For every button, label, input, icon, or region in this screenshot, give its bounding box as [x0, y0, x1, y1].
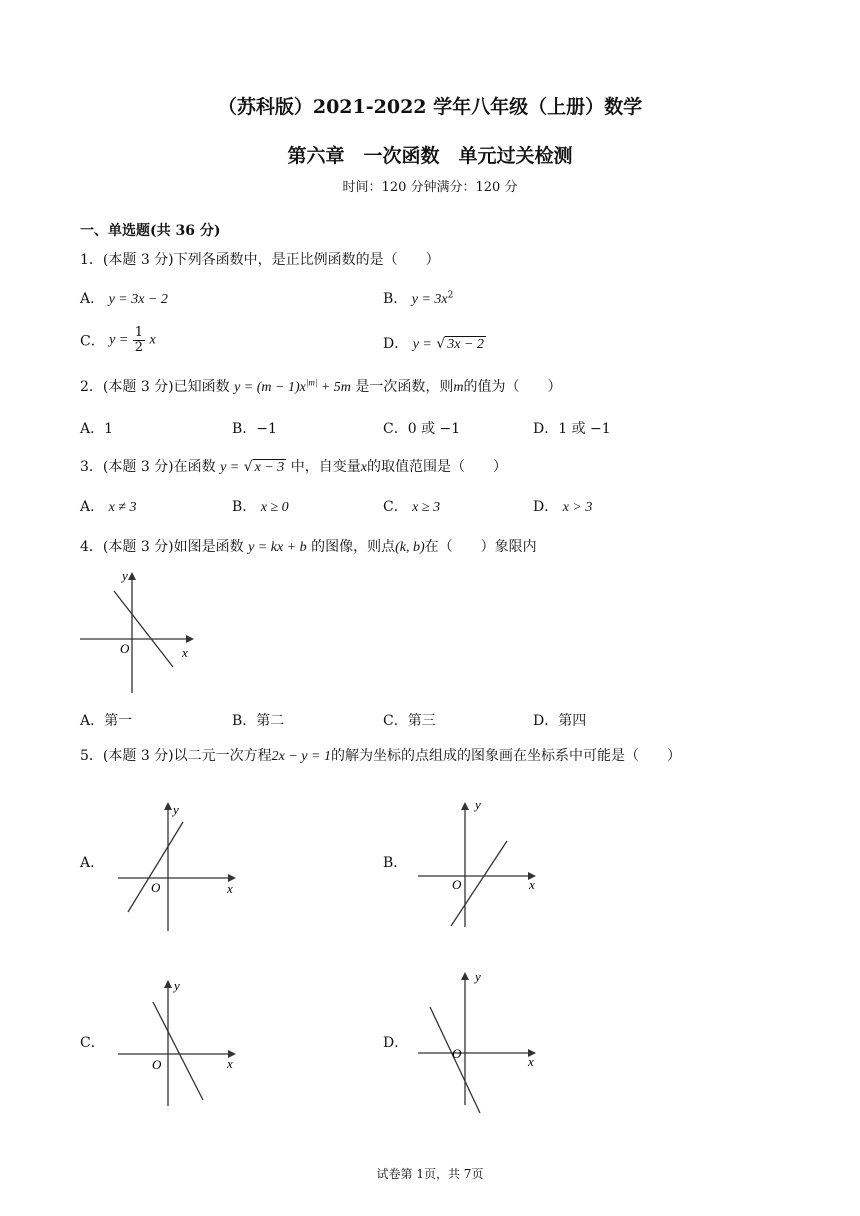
q4-expr: y = kx + b — [248, 540, 307, 555]
origin-label: O — [452, 1046, 462, 1061]
q2-text-start: 2．(本题 3 分)已知函数 — [80, 379, 230, 395]
q4-option-a: A．第一 — [80, 713, 133, 729]
function-line — [153, 1002, 203, 1100]
chapter-title: 第六章 一次函数 单元过关检测 — [287, 145, 573, 167]
y-arrow-icon — [164, 980, 172, 988]
q1-option-c-label: C． — [80, 333, 105, 350]
q2-text-end: 的值为（ ） — [463, 379, 562, 395]
q5-option-c-label: C． — [80, 1035, 105, 1051]
q2-variable: m — [453, 380, 464, 395]
q3-option-d-expr: x > 3 — [562, 500, 593, 515]
q1-option-a-label: A． — [80, 291, 105, 307]
fraction-denominator: 2 — [134, 340, 144, 355]
x-axis-label: x — [529, 877, 535, 892]
page-title: （苏科版）2021-2022 学年八年级（上册）数学 — [217, 96, 643, 118]
q3-option-c-expr: x ≥ 3 — [412, 500, 441, 515]
q3-option-c — [383, 496, 440, 516]
x-axis-label: x — [227, 881, 233, 896]
origin-label: O — [120, 641, 130, 656]
q3-option-a-expr: x ≠ 3 — [108, 500, 137, 515]
q3-option-b-label: B． — [232, 499, 257, 515]
y-axis-label: y — [475, 969, 481, 984]
q5-option-a-label: A． — [80, 855, 105, 871]
q3-option-a — [80, 496, 136, 516]
q5-option-d-label: D． — [383, 1035, 409, 1051]
y-arrow-icon — [164, 802, 172, 810]
q1-option-d-radicand: 3x − 2 — [447, 337, 484, 352]
q4-text-middle: 的图像，则点 — [311, 539, 396, 555]
q3-option-d-label: D． — [533, 499, 559, 515]
y-arrow-icon — [461, 972, 469, 980]
origin-label: O — [152, 1057, 162, 1072]
q2-option-b: B．−1 — [232, 421, 277, 437]
q3-text-middle: 中，自变量 — [290, 459, 361, 475]
question-4 — [80, 536, 537, 556]
q2-option-a: A．1 — [80, 421, 114, 437]
q3-text-start: 3．(本题 3 分)在函数 — [80, 459, 216, 475]
q1-option-a — [80, 288, 168, 308]
q1-option-b-exponent: 2 — [447, 290, 454, 301]
q3-option-a-label: A． — [80, 499, 105, 515]
q4-option-c: C．第三 — [383, 713, 436, 729]
q2-text-middle: 是一次函数，则 — [355, 379, 454, 395]
sqrt-sign: √ — [243, 459, 253, 475]
q3-expr-prefix: y = — [220, 460, 240, 475]
q3-radicand: x − 3 — [254, 460, 285, 475]
q5-expr: 2x − y = 1 — [271, 749, 331, 764]
origin-label: O — [151, 880, 161, 895]
q1-option-b-label: B． — [383, 291, 408, 307]
q1-option-c — [80, 326, 156, 355]
q4-point: (k, b) — [395, 540, 425, 555]
q2-option-d: D．1 或 −1 — [533, 421, 611, 437]
question-5 — [80, 745, 681, 765]
q1-option-a-expr: y = 3x − 2 — [108, 292, 168, 307]
q1-option-d-expr-prefix: y = — [412, 337, 432, 352]
q2-expr-exponent: |m| — [305, 377, 318, 388]
q1-option-c-expr-suffix: x — [149, 332, 156, 348]
fraction-numerator: 1 — [134, 325, 144, 340]
q5-graph-a — [115, 795, 255, 935]
page-footer: 试卷第 1页，共 7页 — [376, 1167, 484, 1181]
q4-option-d: D．第四 — [533, 713, 587, 729]
q1-option-c-expr-prefix: y = — [109, 332, 129, 348]
x-arrow-icon — [186, 635, 194, 643]
function-line — [128, 822, 183, 912]
q5-graph-c — [115, 975, 255, 1110]
section-title: 一、单选题(共 36 分) — [80, 223, 221, 239]
q1-option-b-expr: y = 3x — [411, 292, 448, 307]
q3-option-d — [533, 496, 592, 516]
q1-option-c-fraction — [133, 326, 145, 355]
q2-expr: y = (m − 1)x — [234, 380, 306, 395]
x-axis-label: x — [227, 1056, 233, 1071]
q5-option-b-label: B． — [383, 855, 408, 871]
q4-graph — [78, 565, 203, 700]
sqrt-sign: √ — [436, 336, 446, 352]
q5-graph-d — [415, 965, 555, 1115]
q4-text-end: 在（ ）象限内 — [424, 539, 537, 555]
question-1: 1．(本题 3 分)下列各函数中，是正比例函数的是（ ） — [80, 252, 440, 268]
y-axis-label: y — [475, 797, 481, 812]
q3-option-c-label: C． — [383, 499, 408, 515]
q5-graph-b — [415, 795, 555, 935]
x-axis-label: x — [528, 1054, 534, 1069]
q3-text-end: 的取值范围是（ ） — [366, 459, 507, 475]
question-3 — [80, 456, 507, 476]
q4-option-b: B．第二 — [232, 713, 285, 729]
y-axis-label: y — [122, 568, 128, 583]
q1-option-d-label: D． — [383, 336, 409, 352]
y-arrow-icon — [128, 572, 136, 580]
q2-option-c: C．0 或 −1 — [383, 421, 461, 437]
q5-text-start: 5．(本题 3 分)以二元一次方程 — [80, 748, 272, 764]
q3-variable: x — [360, 460, 367, 475]
exam-meta: 时间：120 分钟满分：120 分 — [342, 180, 518, 195]
q1-option-d — [383, 333, 486, 353]
y-arrow-icon — [461, 802, 469, 810]
q1-option-b — [383, 288, 453, 308]
q2-expr-tail: + 5m — [317, 380, 351, 395]
q4-text-start: 4．(本题 3 分)如图是函数 — [80, 539, 244, 555]
question-2 — [80, 376, 561, 396]
origin-label: O — [452, 877, 462, 892]
y-axis-label: y — [173, 802, 179, 817]
q3-option-b — [232, 496, 289, 516]
q3-option-b-expr: x ≥ 0 — [260, 500, 289, 515]
x-axis-label: x — [182, 645, 188, 660]
q5-text-end: 的解为坐标的点组成的图象画在坐标系中可能是（ ） — [330, 748, 681, 764]
y-axis-label: y — [174, 978, 180, 993]
